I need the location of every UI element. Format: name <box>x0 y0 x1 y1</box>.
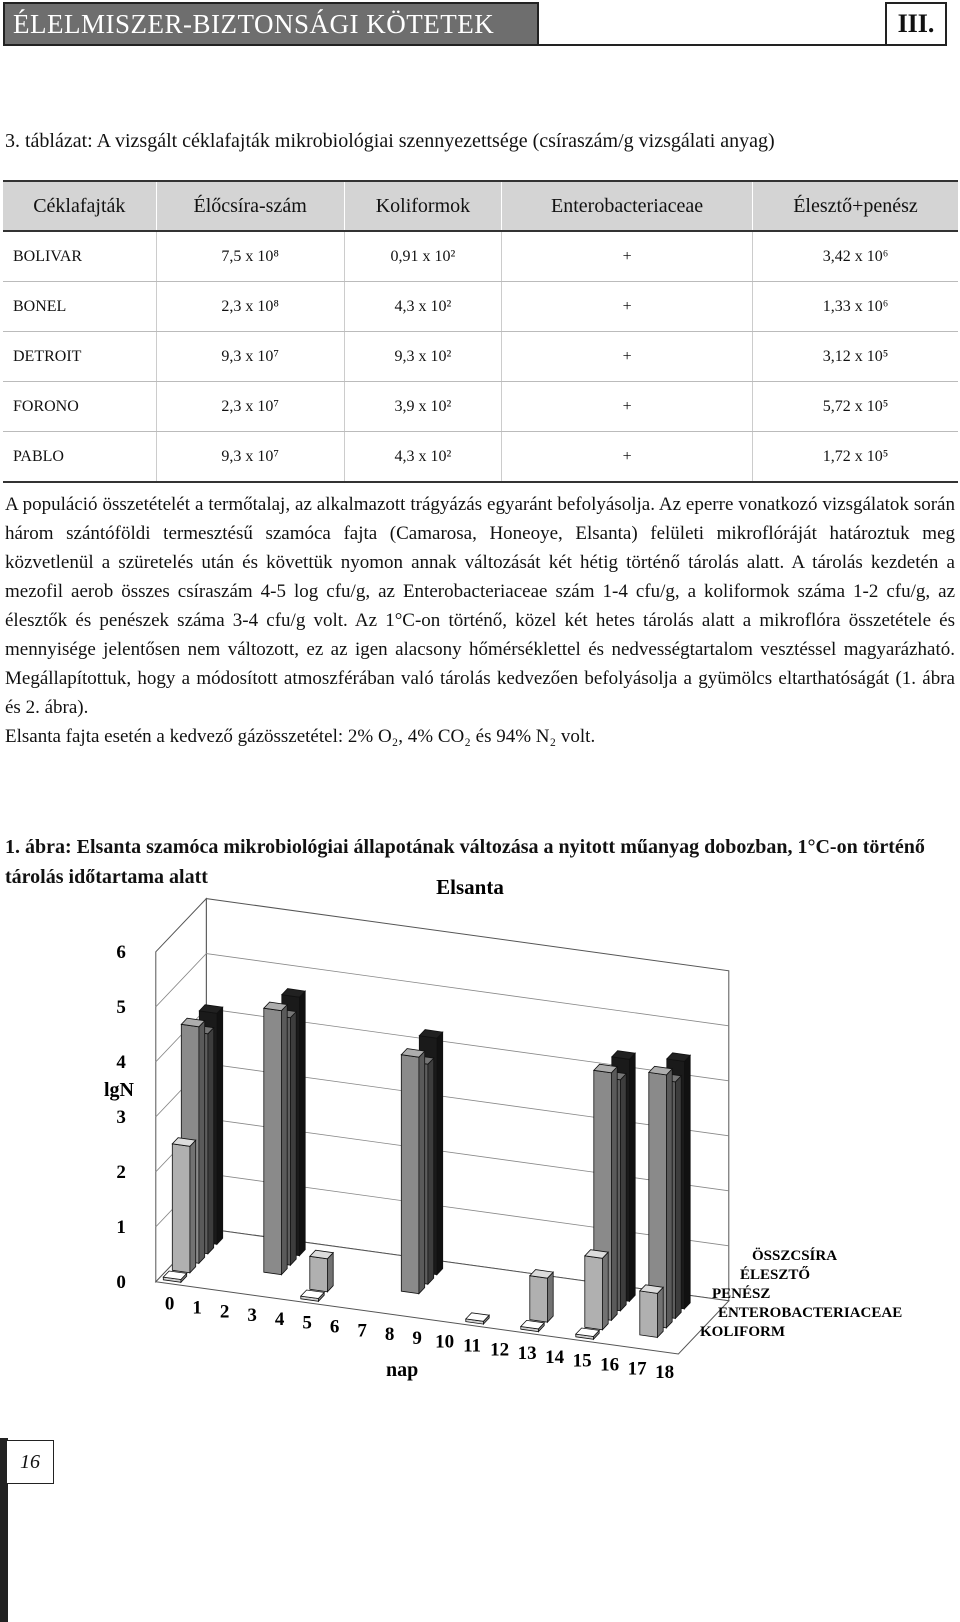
bar-front <box>264 1008 282 1274</box>
bar-side <box>299 991 305 1256</box>
bar-side <box>629 1053 635 1301</box>
running-header <box>3 2 953 48</box>
bar-side <box>437 1032 443 1275</box>
x-axis-label: nap <box>386 1359 419 1381</box>
bar-side <box>602 1252 608 1330</box>
x-tick-label: 0 <box>164 1293 175 1315</box>
page-number: 16 <box>6 1440 54 1484</box>
bar-side <box>620 1074 626 1311</box>
paragraph: Elsanta fajta esetén a kedvező gázösszetétel: 2% O₂, 4% CO₂ és 94% N₂ volt. <box>5 726 596 747</box>
y-tick-label: 1 <box>116 1216 126 1238</box>
table-cell: 9,3 x 10⁷ <box>156 432 344 483</box>
microbiology-table <box>3 180 958 483</box>
table-cell: BOLIVAR <box>3 231 156 282</box>
bar-front <box>401 1055 419 1294</box>
bar <box>172 1138 195 1273</box>
table-cell: 7,5 x 10⁸ <box>156 231 344 282</box>
table-cell: + <box>502 332 753 382</box>
legend-entry: PENÉSZ <box>712 1286 771 1302</box>
x-tick-label: 4 <box>274 1308 285 1330</box>
bar-front <box>640 1291 658 1338</box>
table-cell: 5,72 x 10⁵ <box>753 382 959 432</box>
bar-side <box>428 1058 434 1284</box>
table-cell: + <box>502 231 753 282</box>
bar <box>310 1250 333 1292</box>
table-cell: 2,3 x 10⁷ <box>156 382 344 432</box>
bar <box>530 1270 553 1323</box>
table-cell: PABLO <box>3 432 156 483</box>
x-tick-label: 17 <box>627 1358 647 1380</box>
table-cell: + <box>502 282 753 332</box>
bar-side <box>327 1253 333 1292</box>
body-text <box>5 490 955 751</box>
table-cell: 0,91 x 10² <box>344 231 502 282</box>
y-tick-label: 3 <box>116 1106 126 1128</box>
elsanta-3d-bar-chart <box>0 878 960 1398</box>
x-tick-label: 3 <box>247 1305 257 1327</box>
table-row <box>3 231 958 282</box>
table-row <box>3 332 958 382</box>
table-cell: 2,3 x 10⁸ <box>156 282 344 332</box>
bar <box>264 1002 287 1275</box>
volume-number: III. <box>885 2 947 46</box>
y-tick-label: 4 <box>116 1051 126 1073</box>
legend-entry: ÉLESZTŐ <box>740 1267 811 1283</box>
x-tick-label: 13 <box>517 1343 537 1365</box>
paragraph: A populáció összetételét a termőtalaj, az alkalmazott trágyázás egyaránt befolyásolja. Az eperre vonatkozó vizsgálatok során három szántóföldi termesztésű szamóca fajta (Camarosa, Honeoye, Elsanta) felületi mikroflóráját határoztuk meg közvetlenül a szüretelés után és követtük nyomon annak változását két hétig történő tárolás alatt. A tárolás kezdetén a mezofil aerob összes csíraszám 4-5 log cfu/g, az Enterobacteriaceae szám 1-4 cfu/g, a koliformok száma 1-2 cfu/g, az élesztők és penészek száma 3-4 cfu/g volt. Az 1°C-on történő, közel két hetes tárolás alatt a mikroflóra összetétele és mennyisége jelentősen nem változott, ez az igen alacsony hőmérséklettel és nedvességtartalom vesztéssel magyarázható. Megállapítottuk, hogy a módosított atmoszférában való tárolás kedvezően befolyásolja a gyümölcs eltarthatóságát (1. ábra és 2. ábra). <box>5 494 955 718</box>
x-tick-label: 8 <box>384 1324 395 1346</box>
x-tick-label: 18 <box>655 1362 675 1384</box>
bar-front <box>585 1256 603 1330</box>
table-cell: + <box>502 382 753 432</box>
chart-legend <box>700 1247 902 1340</box>
chart-title: Elsanta <box>436 878 504 899</box>
column-header: Koliformok <box>344 181 502 231</box>
bar-side <box>190 1140 196 1273</box>
bar-side <box>281 1005 287 1275</box>
legend-entry: ENTEROBACTERIACEAE <box>718 1305 903 1321</box>
table-cell: 9,3 x 10⁷ <box>156 332 344 382</box>
table-row <box>3 282 958 332</box>
bar-side <box>217 1007 223 1244</box>
table-cell: 3,42 x 10⁶ <box>753 231 959 282</box>
table-cell: 1,72 x 10⁵ <box>753 432 959 483</box>
bar <box>640 1285 663 1338</box>
header-rule <box>539 44 885 46</box>
x-tick-label: 2 <box>219 1301 230 1323</box>
table-cell: 4,3 x 10² <box>344 432 502 483</box>
legend-entry: KOLIFORM <box>700 1324 785 1340</box>
table-row <box>3 432 958 483</box>
bar-side <box>684 1055 690 1309</box>
column-header: Élőcsíra-szám <box>156 181 344 231</box>
table-row <box>3 382 958 432</box>
y-tick-label: 2 <box>116 1161 126 1183</box>
column-header: Céklafajták <box>3 181 156 231</box>
bar <box>401 1049 424 1294</box>
x-tick-label: 1 <box>192 1297 202 1319</box>
bar-side <box>290 1012 296 1266</box>
table-cell: 4,3 x 10² <box>344 282 502 332</box>
bar-side <box>547 1272 553 1322</box>
bar-front <box>172 1144 190 1273</box>
bar-side <box>199 1021 205 1264</box>
bar-side <box>419 1051 425 1294</box>
x-tick-label: 14 <box>545 1346 565 1368</box>
table-cell: BONEL <box>3 282 156 332</box>
table-cell: 3,9 x 10² <box>344 382 502 432</box>
bar-side <box>611 1067 617 1321</box>
x-tick-label: 10 <box>435 1331 455 1353</box>
bar-side <box>675 1076 681 1319</box>
table-header-row <box>3 181 958 231</box>
legend-entry: ÖSSZCSÍRA <box>752 1248 838 1264</box>
table-cell: 1,33 x 10⁶ <box>753 282 959 332</box>
figure-caption: 1. ábra: Elsanta szamóca mikrobiológiai állapotának változása a nyitott műanyag dobozban, 1°C-on történő tárolás időtartama alatt <box>5 836 925 888</box>
x-tick-label: 15 <box>572 1350 592 1372</box>
table-cell: 3,12 x 10⁵ <box>753 332 959 382</box>
x-tick-label: 6 <box>329 1316 340 1338</box>
x-tick-label: 16 <box>600 1354 620 1376</box>
x-tick-label: 9 <box>412 1327 422 1349</box>
journal-title: ÉLELMISZER-BIZTONSÁGI KÖTETEK <box>3 2 539 46</box>
x-tick-label: 5 <box>302 1312 312 1334</box>
bar-front <box>310 1256 328 1292</box>
y-axis-label: lgN <box>104 1079 134 1101</box>
table-cell: 9,3 x 10² <box>344 332 502 382</box>
bar-side <box>666 1069 672 1328</box>
bar <box>585 1250 608 1330</box>
y-axis-ticks <box>116 942 126 1293</box>
x-tick-label: 11 <box>463 1335 482 1357</box>
x-tick-label: 7 <box>357 1320 367 1342</box>
y-tick-label: 5 <box>116 996 126 1018</box>
table-caption: 3. táblázat: A vizsgált céklafajták mikrobiológiai szennyezettsége (csíraszám/g vizsgálati anyag) <box>5 130 775 152</box>
x-tick-label: 12 <box>490 1339 510 1361</box>
y-tick-label: 6 <box>116 941 126 963</box>
table-cell: FORONO <box>3 382 156 432</box>
column-header: Enterobacteriaceae <box>502 181 753 231</box>
bar-side <box>657 1287 663 1337</box>
table-cell: + <box>502 432 753 483</box>
table-cell: DETROIT <box>3 332 156 382</box>
bar-front <box>530 1276 548 1323</box>
column-header: Élesztő+penész <box>753 181 959 231</box>
y-tick-label: 0 <box>116 1271 126 1293</box>
bar-side <box>208 1028 214 1254</box>
